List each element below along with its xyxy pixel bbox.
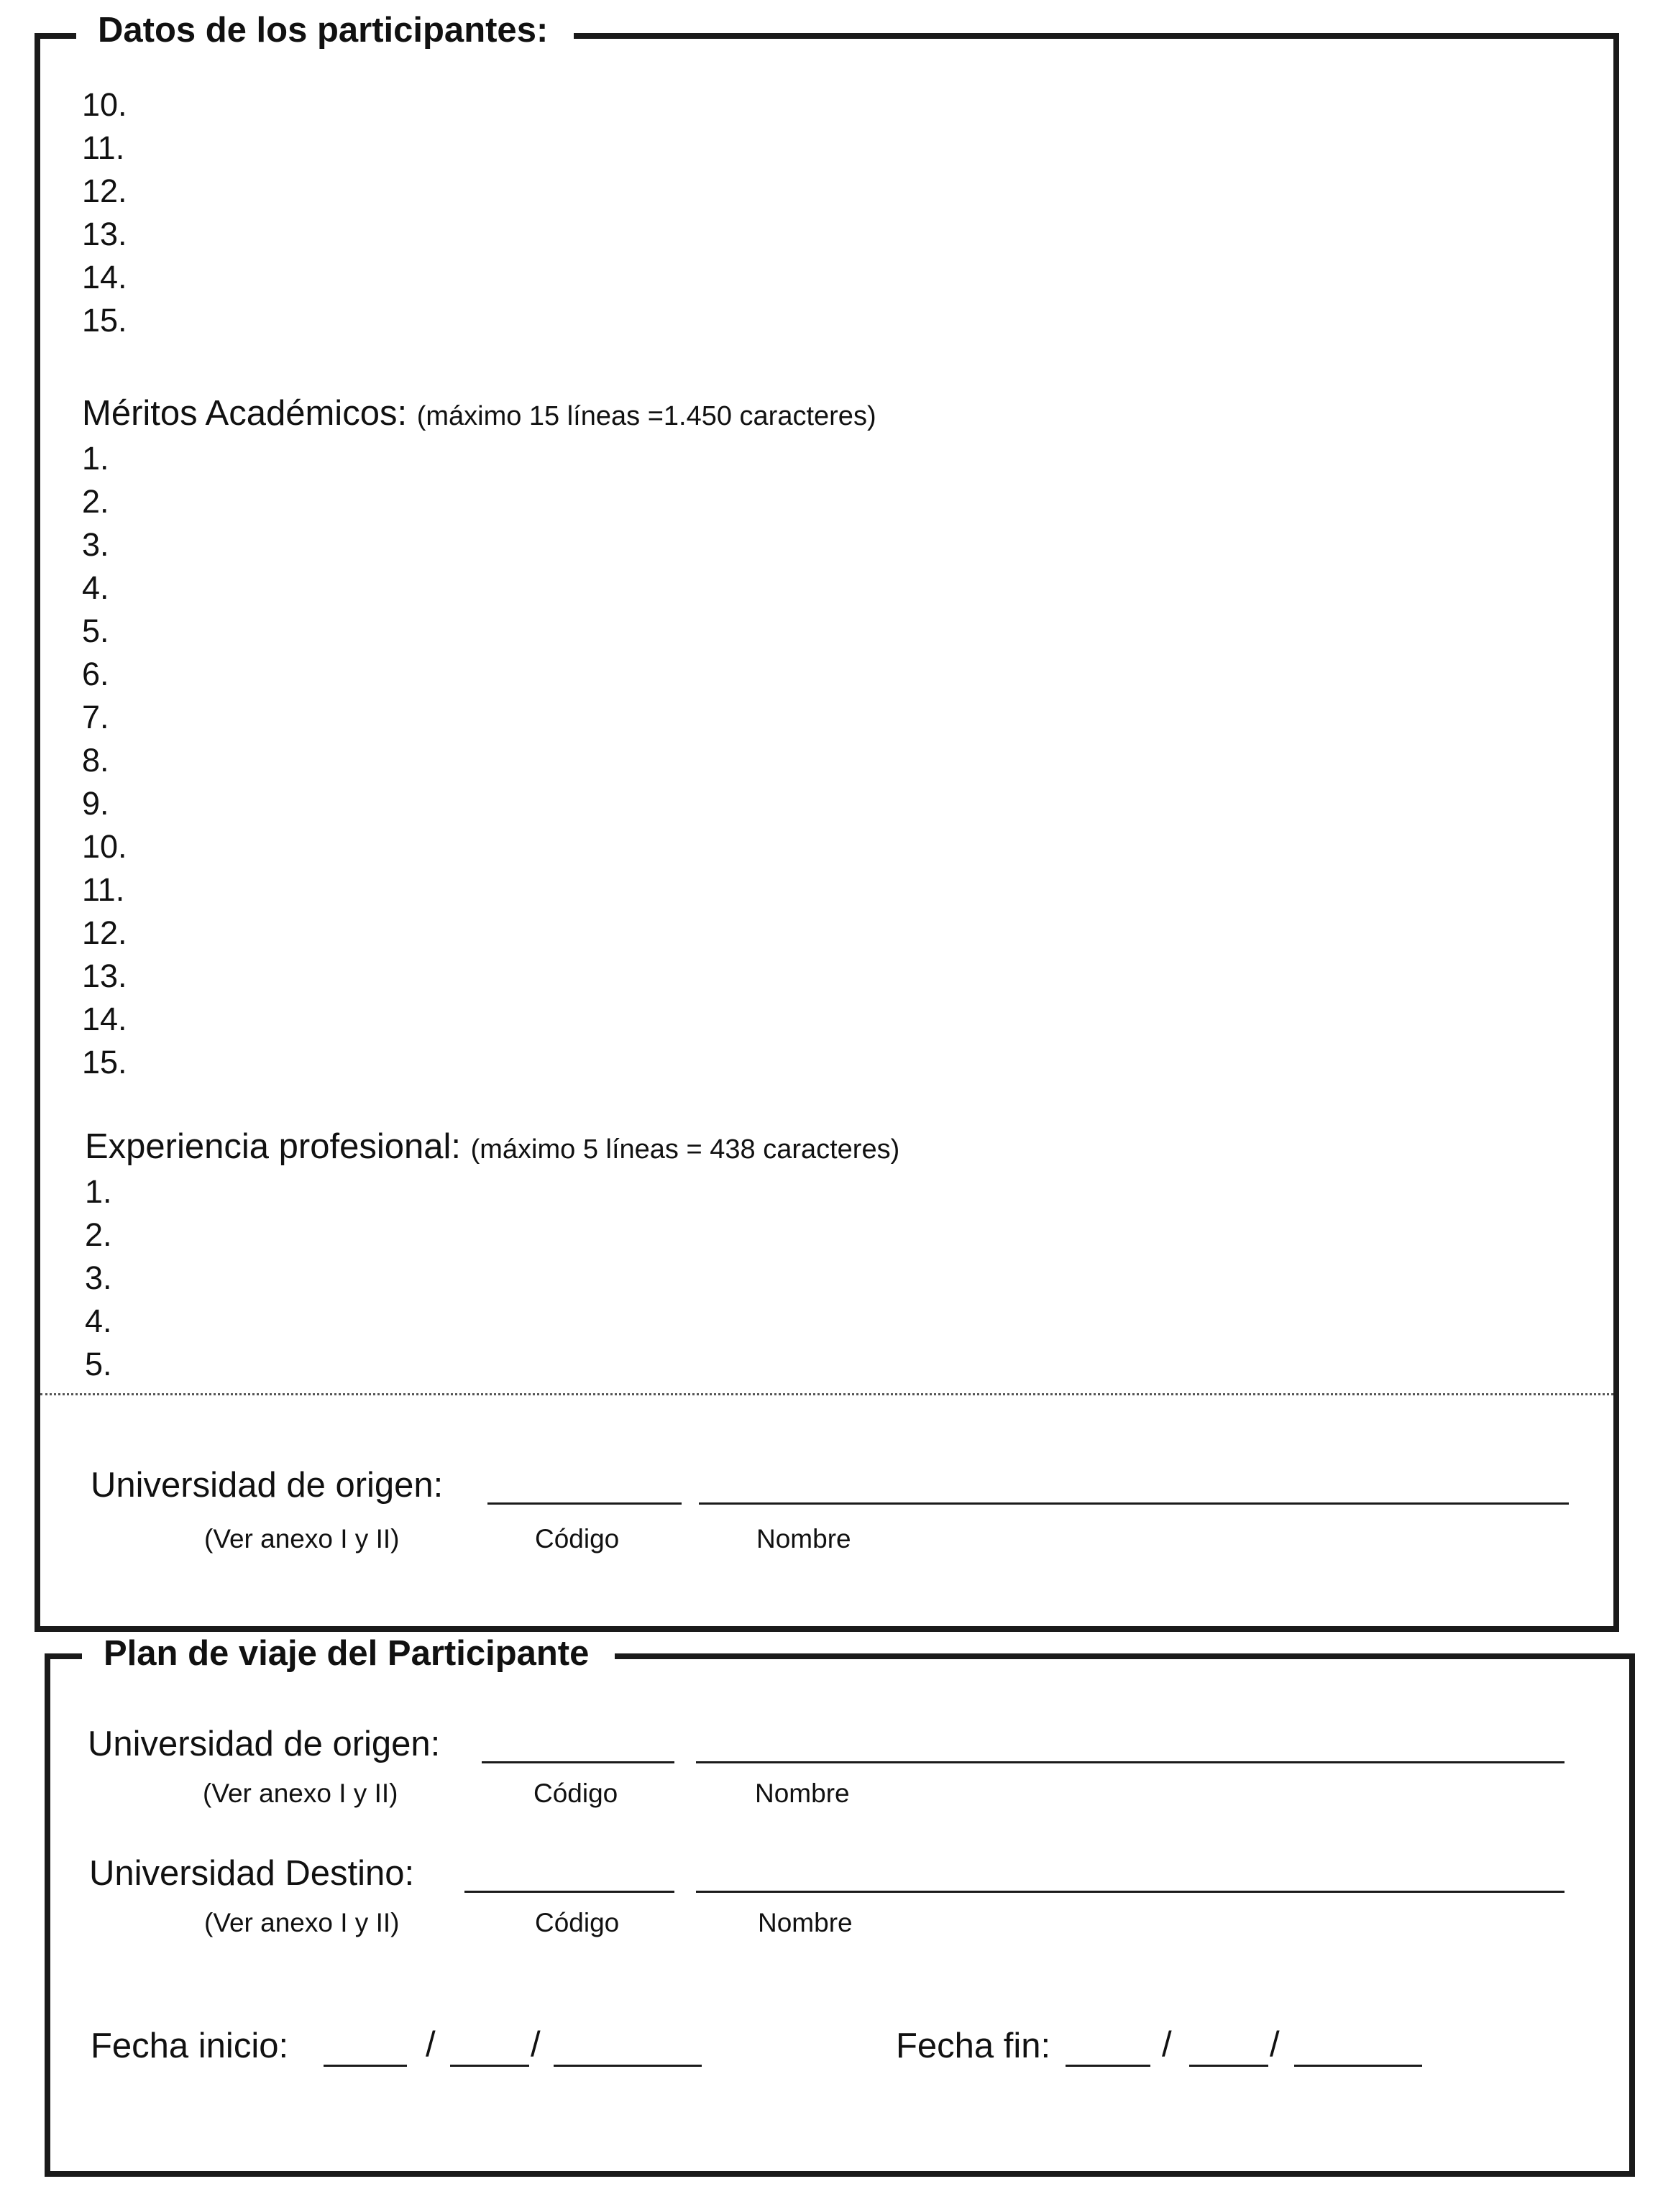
- list-item: 15.: [82, 302, 127, 339]
- list-item: 13.: [82, 216, 127, 252]
- list-item: 9.: [82, 785, 109, 822]
- list-item: 4.: [85, 1303, 112, 1339]
- start-date-separator: /: [531, 2025, 541, 2064]
- plan-origin-annex-note: (Ver anexo I y II): [203, 1779, 398, 1808]
- origin-university-label: Universidad de origen:: [91, 1466, 444, 1505]
- start-date-day-field[interactable]: [324, 2065, 407, 2067]
- plan-origin-code-field[interactable]: [482, 1761, 674, 1763]
- end-date-separator: /: [1162, 2025, 1172, 2064]
- list-item: 6.: [82, 656, 109, 692]
- list-item: 14.: [82, 1001, 127, 1037]
- list-item: 5.: [82, 612, 109, 649]
- plan-destination-name-caption: Nombre: [758, 1908, 853, 1937]
- experience-note: (máximo 5 líneas = 438 caracteres): [470, 1134, 900, 1165]
- plan-origin-label: Universidad de origen:: [88, 1725, 441, 1763]
- start-date-year-field[interactable]: [554, 2065, 702, 2067]
- travel-plan-section: [45, 1634, 1635, 2177]
- academic-merits-note: (máximo 15 líneas =1.450 caracteres): [416, 401, 876, 431]
- academic-merits: [82, 390, 876, 1084]
- start-date-month-field[interactable]: [450, 2065, 529, 2067]
- list-item: 1.: [82, 440, 109, 477]
- plan-origin-name-field[interactable]: [696, 1761, 1564, 1763]
- end-date-separator: /: [1270, 2025, 1280, 2064]
- origin-name-caption: Nombre: [756, 1524, 851, 1554]
- academic-merits-title: Méritos Académicos:: [82, 394, 408, 433]
- end-date-day-field[interactable]: [1066, 2065, 1150, 2067]
- end-date-year-field[interactable]: [1294, 2065, 1422, 2067]
- list-item: 2.: [85, 1216, 112, 1253]
- section-divider: [40, 1393, 1613, 1395]
- list-item: 10.: [82, 828, 127, 865]
- travel-plan-legend: Plan de viaje del Participante: [82, 1632, 615, 1675]
- list-item: 10.: [82, 86, 127, 123]
- participants-section: [35, 11, 1619, 1632]
- start-date-label: Fecha inicio:: [91, 2027, 289, 2065]
- list-item: 7.: [82, 699, 109, 735]
- end-date-month-field[interactable]: [1189, 2065, 1268, 2067]
- plan-destination-annex-note: (Ver anexo I y II): [204, 1908, 400, 1937]
- list-item: 14.: [82, 259, 127, 295]
- experience-heading: [85, 1123, 899, 1170]
- origin-code-field[interactable]: [487, 1502, 682, 1505]
- list-item: 12.: [82, 914, 127, 951]
- academic-merits-heading: [82, 390, 876, 437]
- origin-code-caption: Código: [535, 1524, 620, 1554]
- plan-origin-name-caption: Nombre: [755, 1779, 850, 1808]
- list-item: 4.: [82, 569, 109, 606]
- list-item: 11.: [82, 871, 125, 908]
- plan-destination-name-field[interactable]: [696, 1891, 1564, 1893]
- participants-legend: Datos de los participantes:: [76, 9, 574, 52]
- end-date-label: Fecha fin:: [896, 2027, 1051, 2065]
- list-item: 15.: [82, 1044, 127, 1080]
- list-item: 3.: [82, 526, 109, 563]
- plan-destination-label: Universidad Destino:: [89, 1854, 415, 1893]
- participants-list: [82, 83, 127, 342]
- origin-name-field[interactable]: [699, 1502, 1569, 1505]
- plan-origin-code-caption: Código: [533, 1779, 618, 1808]
- professional-experience: [85, 1123, 899, 1386]
- list-item: 3.: [85, 1259, 112, 1296]
- list-item: 1.: [85, 1173, 112, 1210]
- list-item: 2.: [82, 483, 109, 520]
- experience-title: Experiencia profesional:: [85, 1127, 461, 1166]
- list-item: 11.: [82, 129, 125, 166]
- list-item: 13.: [82, 958, 127, 994]
- plan-destination-code-field[interactable]: [464, 1891, 674, 1893]
- start-date-separator: /: [426, 2025, 436, 2064]
- origin-annex-note: (Ver anexo I y II): [204, 1524, 400, 1554]
- list-item: 8.: [82, 742, 109, 779]
- plan-destination-code-caption: Código: [535, 1908, 620, 1937]
- list-item: 5.: [85, 1346, 112, 1382]
- list-item: 12.: [82, 173, 127, 209]
